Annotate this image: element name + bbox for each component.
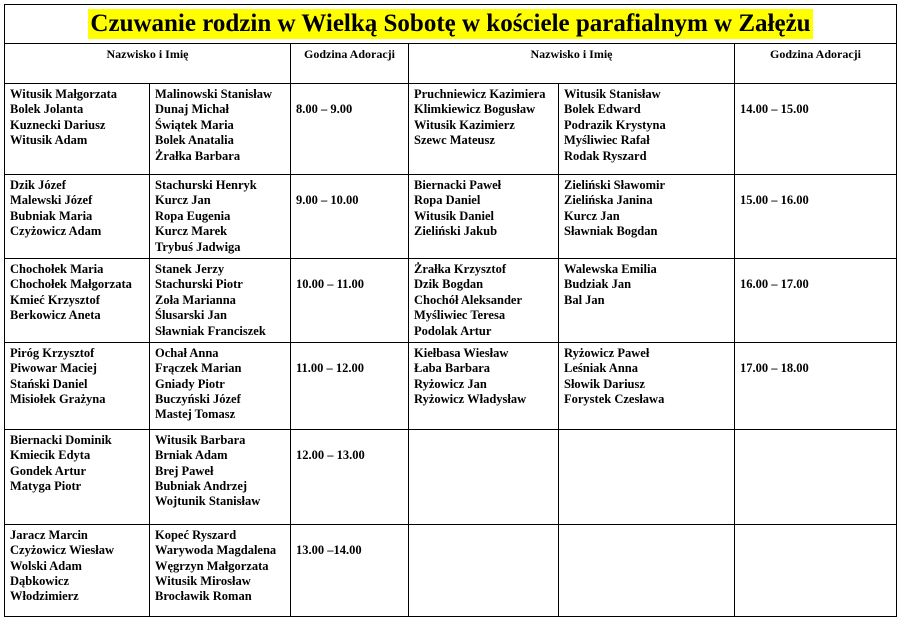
header-time-left: Godzina Adoracji [291,44,409,84]
name-entry: Włodzimierz [10,589,79,604]
name-entry: Czyżowicz Wiesław [10,543,115,558]
title-cell [5,5,897,44]
name-entry: Bubniak Andrzej [155,479,248,494]
name-entry: Kurcz Marek [155,224,228,239]
name-entry: Ropa Eugenia [155,208,231,223]
name-entry: Stachurski Henryk [155,178,257,192]
name-entry: Forystek Czesława [564,392,665,407]
name-entry: Dunaj Michał [155,102,229,117]
name-entry: Bal Jan [564,292,605,307]
name-entry: Zielińska Janina [564,193,653,208]
name-entry: Budziak Jan [564,277,632,292]
table-row [5,175,897,259]
name-list-cell [559,84,735,175]
time-slot-cell [735,524,897,616]
name-entry: Węgrzyn Małgorzata [155,558,269,573]
name-entry: Żrałka Barbara [155,148,241,163]
name-entry: Ślusarski Jan [155,308,227,323]
name-entry: Żrałka Krzysztof [414,261,506,276]
time-slot-cell: 9.00 – 10.00 [291,175,409,259]
name-entry: Piwowar Maciej [10,361,97,376]
name-entry: Podrazik Krystyna [564,117,666,132]
name-entry: Jaracz Marcin [10,527,88,542]
time-slot-cell: 8.00 – 9.00 [291,84,409,175]
time-slot-cell: 13.00 –14.00 [291,524,409,616]
time-slot-cell: 10.00 – 11.00 [291,258,409,342]
name-list-cell [409,429,559,524]
name-entry: Biernacki Paweł [414,178,502,192]
schedule-table [4,4,897,617]
name-entry: Klimkiewicz Bogusław [414,102,536,117]
name-entry: Stanek Jerzy [155,261,225,276]
name-entry: Zoła Marianna [155,292,236,307]
name-entry: Rodak Ryszard [564,148,647,163]
name-entry: Warywoda Magdalena [155,543,277,558]
name-entry: Malinowski Stanisław [155,87,273,101]
page-title: Czuwanie rodzin w Wielką Sobotę w kościele parafialnym w Załężu [90,10,811,37]
name-entry: Szewc Mateusz [414,133,495,148]
name-entry: Wolski Adam [10,558,82,573]
name-entry: Kmiecik Edyta [10,448,91,463]
name-entry: Walewska Emilia [564,261,657,276]
name-list-cell [559,258,735,342]
name-entry: Matyga Piotr [10,479,82,494]
name-list-cell [150,342,291,429]
name-entry: Stański Daniel [10,376,88,391]
header-time-right: Godzina Adoracji [735,44,897,84]
name-entry: Zieliński Jakub [414,224,498,239]
name-entry: Witusik Daniel [414,208,494,223]
name-entry: Bolek Edward [564,102,641,117]
name-entry: Trybuś Jadwiga [155,239,241,254]
name-list-cell [409,524,559,616]
name-entry: Frączek Marian [155,361,242,376]
name-entry: Chochołek Maria [10,261,104,276]
table-row [5,258,897,342]
name-entry: Misiołek Grażyna [10,392,106,407]
name-entry: Leśniak Anna [564,361,638,376]
name-list-cell [5,84,150,175]
name-entry: Łaba Barbara [414,361,491,376]
name-entry: Kurcz Jan [564,208,620,223]
name-entry: Witusik Mirosław [155,574,251,589]
name-list-cell [150,84,291,175]
name-entry: Sławniak Bogdan [564,224,658,239]
time-slot-cell: 16.00 – 17.00 [735,258,897,342]
name-entry: Kmieć Krzysztof [10,292,100,307]
name-entry: Kopeć Ryszard [155,527,237,542]
name-entry: Ropa Daniel [414,193,481,208]
name-entry: Kuznecki Dariusz [10,117,106,132]
name-list-cell [150,258,291,342]
name-entry: Malewski Józef [10,193,93,208]
name-list-cell [150,175,291,259]
time-slot-cell: 12.00 – 13.00 [291,429,409,524]
name-entry: Gniady Piotr [155,376,225,391]
name-entry: Zieliński Sławomir [564,178,666,192]
name-list-cell [559,175,735,259]
time-slot-cell: 14.00 – 15.00 [735,84,897,175]
name-entry: Berkowicz Aneta [10,308,101,323]
name-list-cell [5,429,150,524]
name-entry: Witusik Małgorzata [10,87,118,101]
name-list-cell [409,342,559,429]
name-entry: Brej Paweł [155,463,214,478]
name-entry: Myśliwiec Teresa [414,308,506,323]
name-list-cell [150,524,291,616]
table-row [5,84,897,175]
name-entry: Brniak Adam [155,448,228,463]
name-entry: Stachurski Piotr [155,277,243,292]
name-list-cell [559,342,735,429]
name-list-cell [5,258,150,342]
name-entry: Witusik Adam [10,133,88,148]
name-entry: Piróg Krzysztof [10,345,95,360]
name-entry: Słowik Dariusz [564,376,645,391]
name-entry: Witusik Stanisław [564,87,661,101]
name-entry: Chochół Aleksander [414,292,523,307]
name-entry: Podolak Artur [414,323,492,338]
name-list-cell [559,429,735,524]
name-entry: Chochołek Małgorzata [10,277,132,292]
header-name-right: Nazwisko i Imię [409,44,735,84]
name-entry: Kiełbasa Wiesław [414,345,509,360]
name-entry: Ryżowicz Władysław [414,392,527,407]
name-entry: Bolek Anatalia [155,133,234,148]
name-list-cell [5,524,150,616]
time-slot-cell: 15.00 – 16.00 [735,175,897,259]
table-row [5,524,897,616]
name-entry: Dąbkowicz [10,574,70,589]
name-entry: Witusik Kazimierz [414,117,515,132]
name-list-cell [5,175,150,259]
name-entry: Świątek Maria [155,117,234,132]
name-list-cell [559,524,735,616]
time-slot-cell: 17.00 – 18.00 [735,342,897,429]
name-entry: Pruchniewicz Kazimiera [414,87,546,101]
name-entry: Ryżowicz Paweł [564,345,650,360]
name-entry: Dzik Józef [10,178,66,192]
name-entry: Buczyński Józef [155,392,241,407]
name-entry: Wojtunik Stanisław [155,494,261,509]
time-slot-cell: 11.00 – 12.00 [291,342,409,429]
name-entry: Mastej Tomasz [155,407,236,422]
table-row [5,429,897,524]
name-entry: Biernacki Dominik [10,432,112,447]
header-name-left: Nazwisko i Imię [5,44,291,84]
name-entry: Ochał Anna [155,345,219,360]
name-entry: Bolek Jolanta [10,102,84,117]
name-list-cell [409,84,559,175]
name-entry: Kurcz Jan [155,193,211,208]
name-entry: Dzik Bogdan [414,277,484,292]
name-list-cell [409,175,559,259]
name-entry: Witusik Barbara [155,432,246,447]
time-slot-cell [735,429,897,524]
name-entry: Myśliwiec Rafał [564,133,650,148]
name-entry: Sławniak Franciszek [155,323,266,338]
name-list-cell [409,258,559,342]
name-list-cell [150,429,291,524]
name-entry: Gondek Artur [10,463,87,478]
name-entry: Ryżowicz Jan [414,376,487,391]
name-entry: Brocławik Roman [155,589,252,604]
name-entry: Bubniak Maria [10,208,93,223]
name-list-cell [5,342,150,429]
table-row [5,342,897,429]
name-entry: Czyżowicz Adam [10,224,102,239]
